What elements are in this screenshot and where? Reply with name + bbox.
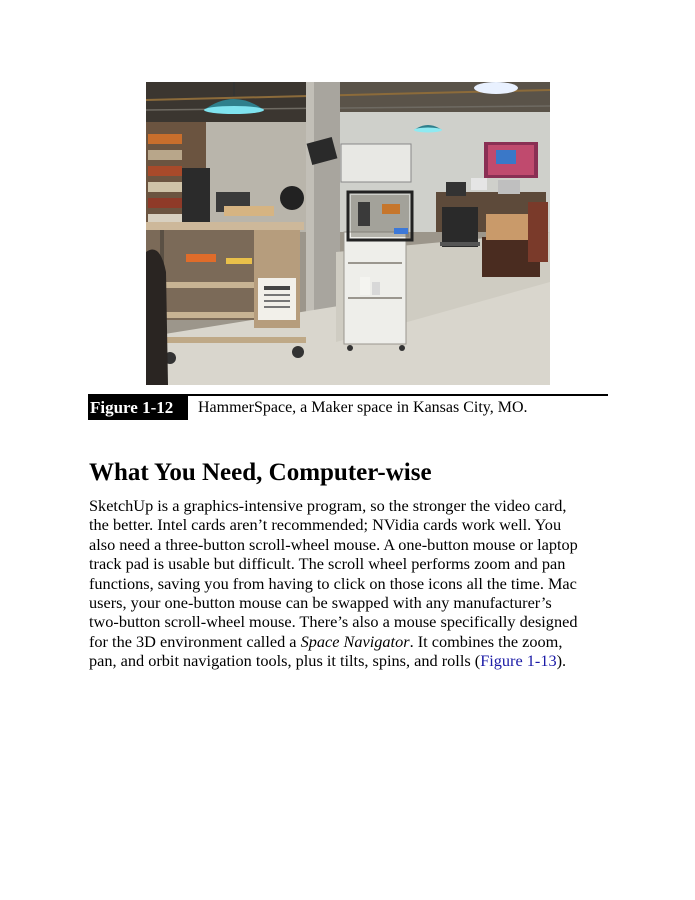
body-paragraph [89, 496, 619, 671]
text-run: for the 3D environment called a [89, 631, 301, 651]
text-run: . It combines the zoom, [409, 631, 563, 651]
figure-photo [146, 82, 550, 385]
paragraph-line: the better. Intel cards aren’t recommended; NVidia cards work well. You [89, 515, 562, 535]
workshop-photo [146, 82, 550, 385]
paragraph-line: users, your one-button mouse can be swapped with any manufacturer’s [89, 593, 552, 613]
figure-link[interactable]: Figure 1-13 [480, 651, 557, 671]
paragraph-line: track pad is usable but difficult. The scroll wheel performs zoom and pan [89, 554, 566, 574]
figure-label: Figure 1-12 [88, 396, 188, 420]
paragraph-line [89, 632, 619, 651]
product-name: Space Navigator [300, 631, 410, 651]
paragraph-line [89, 651, 619, 670]
figure-caption: HammerSpace, a Maker space in Kansas City, MO. [198, 399, 528, 416]
text-run: pan, and orbit navigation tools, plus it tilts, spins, and rolls ( [89, 651, 481, 671]
paragraph-line: SketchUp is a graphics-intensive program, so the stronger the video card, [89, 496, 567, 515]
section-heading: What You Need, Computer-wise [89, 459, 432, 486]
paragraph-line: two-button scroll-wheel mouse. There’s also a mouse specifically designed [89, 612, 578, 632]
text-run: ). [556, 651, 567, 671]
paragraph-line: also need a three-button scroll-wheel mouse. A one-button mouse or laptop [89, 534, 578, 554]
paragraph-line: functions, saving you from having to click on those icons all the time. Mac [89, 573, 577, 593]
